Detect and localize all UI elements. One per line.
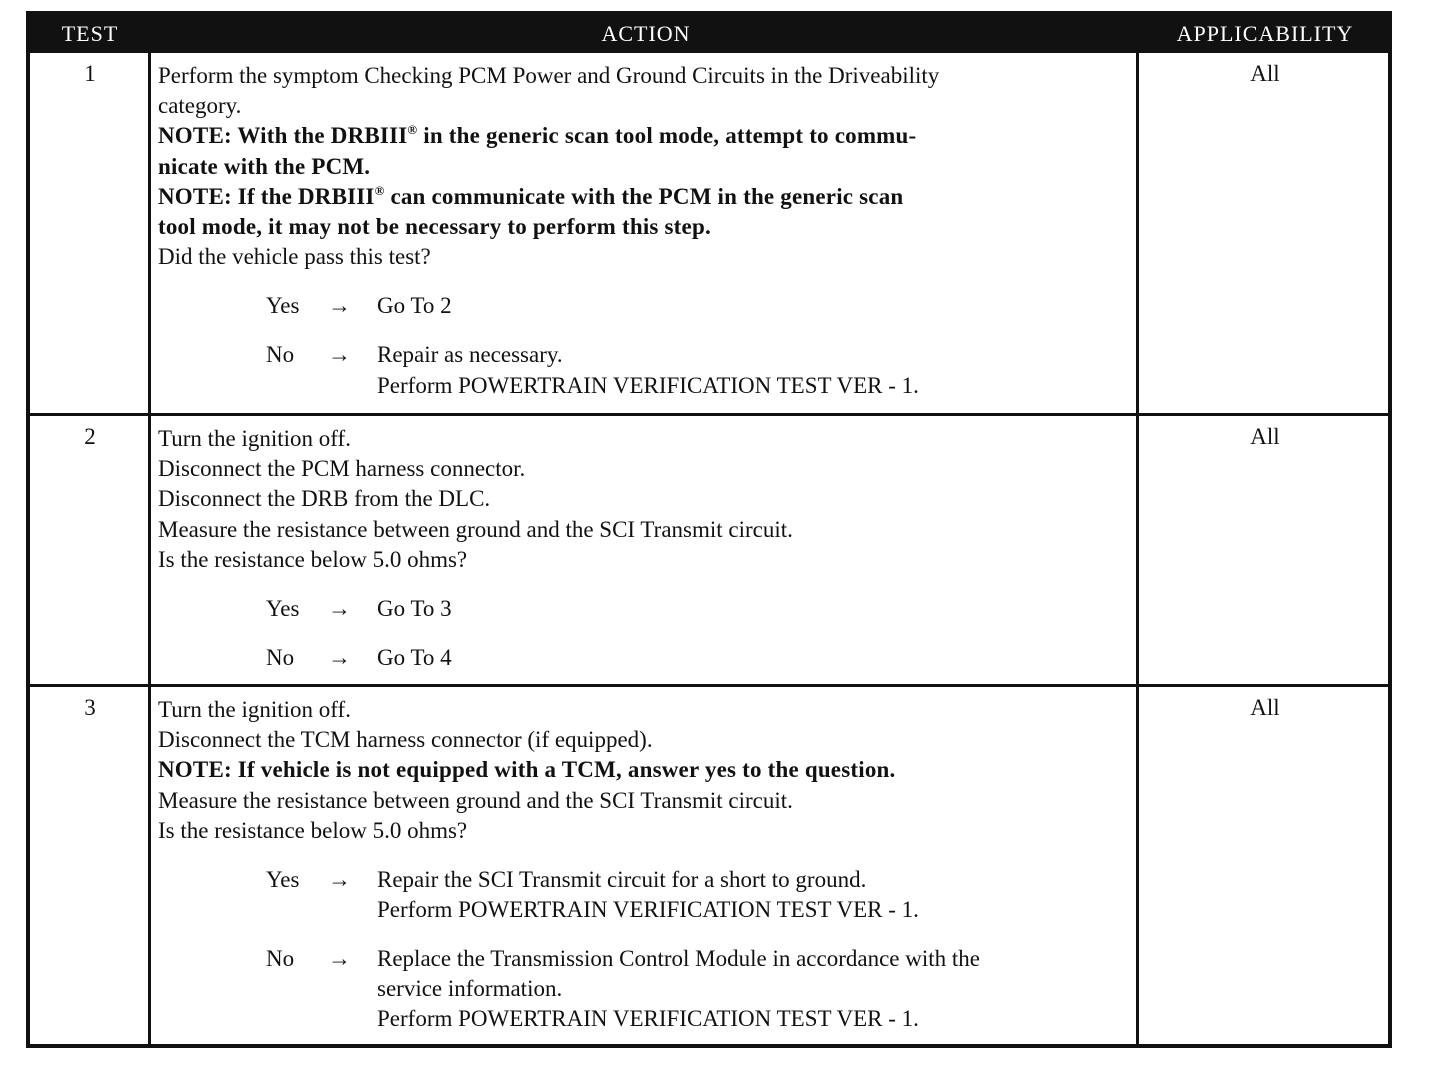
note-line xyxy=(158,121,1138,151)
question-line: Is the resistance below 5.0 ohms? xyxy=(158,817,468,843)
no-action xyxy=(377,643,1137,673)
result-line: Perform POWERTRAIN VERIFICATION TEST VER - 1. xyxy=(377,1006,919,1032)
result-line: Go To 2 xyxy=(377,293,452,319)
no-action xyxy=(377,340,1137,400)
test-number: 2 xyxy=(84,424,96,449)
result-line: Repair the SCI Transmit circuit for a short to ground. xyxy=(377,867,867,893)
registered-mark: ® xyxy=(374,182,385,198)
note-line: NOTE: If vehicle is not equipped with a TCM, answer yes to the question. xyxy=(158,757,896,783)
yes-label: Yes xyxy=(266,293,300,319)
yes-result xyxy=(158,865,1138,925)
arrow-right-icon: → xyxy=(328,596,351,622)
yes-label: Yes xyxy=(266,867,300,893)
arrow-right-icon: → xyxy=(328,867,351,893)
yes-action xyxy=(377,594,1137,624)
result-line: Perform POWERTRAIN VERIFICATION TEST VER - 1. xyxy=(377,372,919,398)
header-test: TEST xyxy=(61,21,119,46)
result-line: Replace the Transmission Control Module in accordance with the xyxy=(377,946,980,972)
header-action: ACTION xyxy=(601,21,691,46)
action-line: Disconnect the PCM harness connector. xyxy=(158,456,526,482)
action-line: Perform the symptom Checking PCM Power and Ground Circuits in the Driveability xyxy=(158,63,940,88)
applicability-value: All xyxy=(1250,61,1280,86)
question-line: Is the resistance below 5.0 ohms? xyxy=(158,546,468,572)
note-line: tool mode, it may not be necessary to perform this step. xyxy=(158,214,711,240)
action-cell xyxy=(158,424,1138,673)
action-line: Turn the ignition off. xyxy=(158,697,351,722)
result-line: service information. xyxy=(377,976,563,1002)
action-cell xyxy=(158,61,1138,400)
no-label: No xyxy=(266,342,295,368)
note-text: can communicate with the PCM in the generic scan xyxy=(384,183,904,209)
note-text: in the generic scan tool mode, attempt to commu- xyxy=(417,123,917,149)
action-line: category. xyxy=(158,93,242,119)
yes-action xyxy=(377,865,1137,925)
no-result xyxy=(158,340,1138,400)
test-number: 3 xyxy=(84,695,96,720)
note-text: NOTE: With the DRBIII xyxy=(158,123,408,149)
no-action xyxy=(377,944,1137,1035)
action-line: Disconnect the DRB from the DLC. xyxy=(158,486,491,512)
action-line: Turn the ignition off. xyxy=(158,426,351,451)
arrow-right-icon: → xyxy=(328,342,351,368)
test-number: 1 xyxy=(84,61,96,86)
arrow-right-icon: → xyxy=(328,645,351,671)
note-text: NOTE: If the DRBIII xyxy=(158,183,375,209)
table-row xyxy=(30,687,1388,1045)
action-line: Disconnect the TCM harness connector (if equipped). xyxy=(158,727,653,753)
yes-result xyxy=(158,594,1138,624)
yes-result xyxy=(158,291,1138,321)
yes-action xyxy=(377,291,1137,321)
result-line: Perform POWERTRAIN VERIFICATION TEST VER - 1. xyxy=(377,897,919,923)
question-line: Did the vehicle pass this test? xyxy=(158,244,431,270)
yes-label: Yes xyxy=(266,596,300,622)
table-row xyxy=(30,53,1388,413)
action-line: Measure the resistance between ground and the SCI Transmit circuit. xyxy=(158,516,793,542)
diagnostic-test-table xyxy=(26,11,1392,1048)
result-line: Go To 4 xyxy=(377,645,452,671)
arrow-right-icon: → xyxy=(328,946,351,972)
note-line: nicate with the PCM. xyxy=(158,153,371,179)
note-line xyxy=(158,182,1138,212)
header-applicability: APPLICABILITY xyxy=(1176,21,1354,46)
table-row xyxy=(30,416,1388,684)
no-label: No xyxy=(266,946,295,972)
no-label: No xyxy=(266,645,295,671)
registered-mark: ® xyxy=(407,122,418,138)
applicability-value: All xyxy=(1250,424,1280,449)
action-cell xyxy=(158,695,1138,1034)
no-result xyxy=(158,643,1138,673)
table-header xyxy=(30,15,1388,53)
arrow-right-icon: → xyxy=(328,293,351,319)
no-result xyxy=(158,944,1138,1034)
result-line: Go To 3 xyxy=(377,596,452,622)
result-line: Repair as necessary. xyxy=(377,342,563,368)
action-line: Measure the resistance between ground and the SCI Transmit circuit. xyxy=(158,787,793,813)
applicability-value: All xyxy=(1250,695,1280,720)
